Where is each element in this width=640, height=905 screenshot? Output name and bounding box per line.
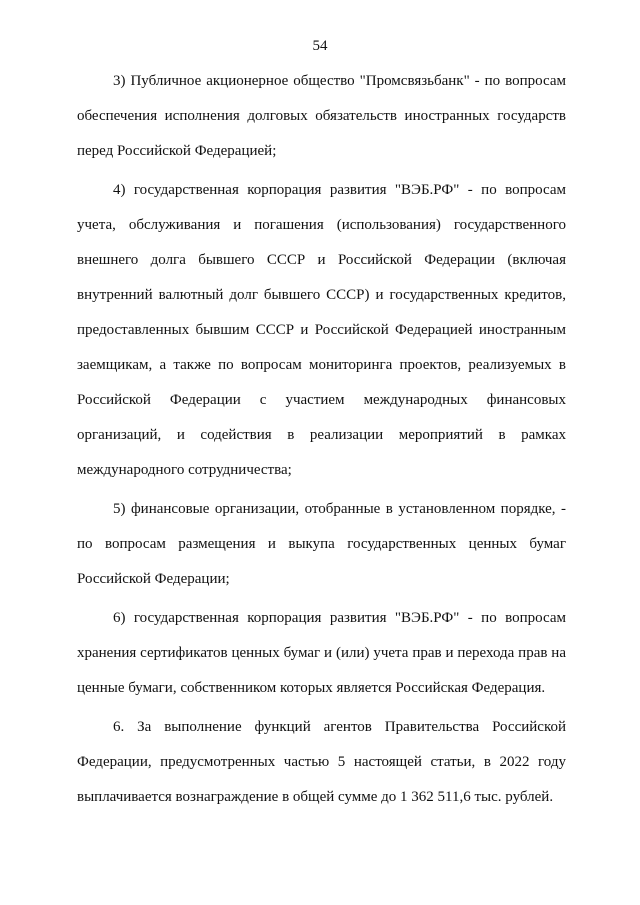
paragraph-item-4: 4) государственная корпорация развития "ВЭБ.РФ" - по вопросам учета, обслуживания и погашения (использования) государственного внешнего долга бывшего СССР и Российской Федерации (включая внутренний валютный долг бывшего СССР) и государственных кредитов, предоставленных бывшим СССР и Российской Федерацией иностранным заемщикам, а также по вопросам мониторинга проектов, реализуемых в Российской Федерации с участием международных финансовых организаций, и содействия в реализации мероприятий в рамках международного сотрудничества; xyxy=(77,182,566,478)
paragraph-item-6: 6) государственная корпорация развития "ВЭБ.РФ" - по вопросам хранения сертификатов ценных бумаг и (или) учета прав и перехода прав на ценные бумаги, собственником которых является Российская Федерация. xyxy=(77,610,566,696)
document-body xyxy=(77,64,566,815)
paragraph-section-6: 6. За выполнение функций агентов Правительства Российской Федерации, предусмотренных частью 5 настоящей статьи, в 2022 году выплачивается вознаграждение в общей сумме до 1 362 511,6 тыс. рублей. xyxy=(77,719,566,805)
paragraph-item-3: 3) Публичное акционерное общество "Промсвязьбанк" - по вопросам обеспечения исполнения долговых обязательств иностранных государств перед Российской Федерацией; xyxy=(77,73,566,159)
paragraph-item-5: 5) финансовые организации, отобранные в установленном порядке, - по вопросам размещения и выкупа государственных ценных бумаг Российской Федерации; xyxy=(77,501,566,587)
page-number: 54 xyxy=(312,38,328,54)
